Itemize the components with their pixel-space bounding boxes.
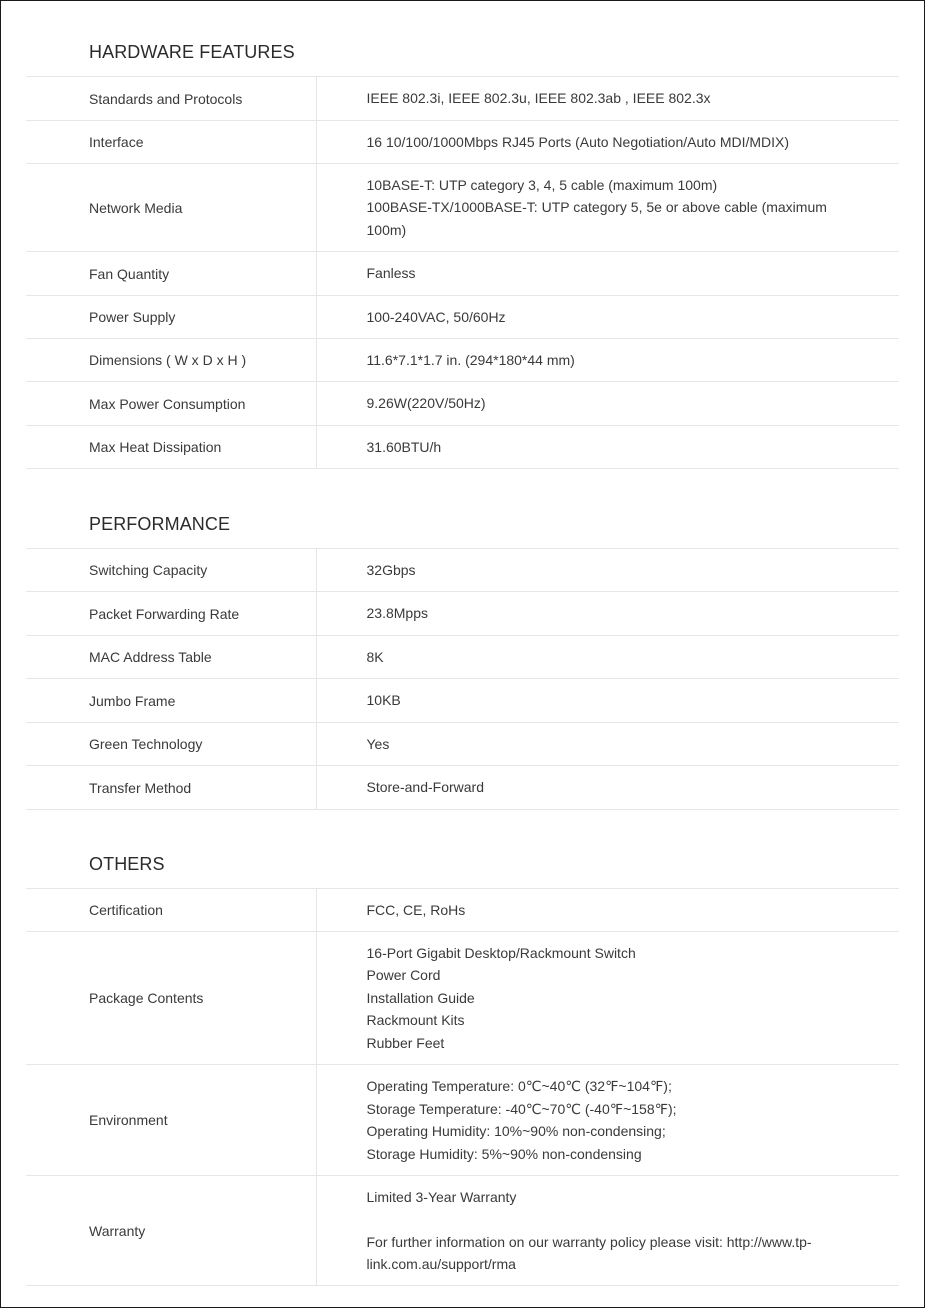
table-row: [26, 121, 899, 164]
table-row: [26, 549, 899, 592]
row-label: Warranty: [26, 1176, 316, 1286]
row-label: Package Contents: [26, 932, 316, 1065]
value-line: Limited 3-Year Warranty: [366, 1188, 517, 1205]
value-line: Power Cord: [366, 967, 441, 984]
row-value: [316, 636, 899, 679]
value-line: Installation Guide: [366, 989, 475, 1006]
spec-table-others: [26, 888, 899, 1286]
value-line: 32Gbps: [366, 561, 416, 578]
warranty-info-text[interactable]: For further information on our warranty policy please visit: http://www.tp-link.com.au/support/rma: [366, 1233, 812, 1272]
value-line: Fanless: [366, 265, 416, 282]
value-line: FCC, CE, RoHs: [366, 901, 466, 918]
table-row: [26, 889, 899, 932]
row-value: [316, 932, 899, 1065]
value-line: 11.6*7.1*1.7 in. (294*180*44 mm): [366, 351, 575, 368]
table-row: [26, 766, 899, 810]
row-value: [316, 592, 899, 636]
spec-table-performance: [26, 548, 899, 810]
table-row: [26, 592, 899, 636]
row-label: Green Technology: [26, 723, 316, 766]
row-value: [316, 723, 899, 766]
value-line: IEEE 802.3i, IEEE 802.3u, IEEE 802.3ab , IEEE 802.3x: [366, 90, 711, 107]
value-line: 8K: [366, 648, 384, 665]
row-label: Switching Capacity: [26, 549, 316, 592]
table-row: [26, 339, 899, 382]
value-line: 16 10/100/1000Mbps RJ45 Ports (Auto Negotiation/Auto MDI/MDIX): [366, 133, 790, 150]
row-value: [316, 164, 899, 252]
row-value: [316, 339, 899, 382]
value-line: Yes: [366, 735, 390, 752]
table-row: [26, 932, 899, 1065]
row-value: [316, 296, 899, 339]
value-line: Store-and-Forward: [366, 779, 484, 796]
row-value: [316, 549, 899, 592]
value-line: 100BASE-TX/1000BASE-T: UTP category 5, 5e or above cable (maximum 100m): [366, 199, 827, 238]
row-label: Max Heat Dissipation: [26, 426, 316, 469]
table-row: [26, 252, 899, 296]
row-label: Network Media: [26, 164, 316, 252]
row-value: [316, 382, 899, 426]
value-line: 23.8Mpps: [366, 605, 428, 622]
value-line: Storage Humidity: 5%~90% non-condensing: [366, 1145, 642, 1162]
table-row: [26, 164, 899, 252]
value-line: 16-Port Gigabit Desktop/Rackmount Switch: [366, 944, 636, 961]
value-line: 9.26W(220V/50Hz): [366, 395, 486, 412]
row-label: MAC Address Table: [26, 636, 316, 679]
row-label: Environment: [26, 1065, 316, 1176]
table-row: [26, 723, 899, 766]
table-row: [26, 426, 899, 469]
spec-table-hardware-features: [26, 76, 899, 469]
value-line: Operating Humidity: 10%~90% non-condensing;: [366, 1123, 666, 1139]
table-row: [26, 77, 899, 121]
row-value: [316, 1176, 899, 1286]
row-label: Max Power Consumption: [26, 382, 316, 426]
section-title-performance: PERFORMANCE: [89, 514, 231, 534]
row-label: Fan Quantity: [26, 252, 316, 296]
row-label: Jumbo Frame: [26, 679, 316, 723]
section-title-others: OTHERS: [89, 854, 165, 874]
row-value: [316, 77, 899, 121]
value-line: 31.60BTU/h: [366, 438, 442, 455]
row-label: Interface: [26, 121, 316, 164]
row-label: Power Supply: [26, 296, 316, 339]
value-line: Rubber Feet: [366, 1034, 445, 1051]
row-label: Standards and Protocols: [26, 77, 316, 121]
value-line: 10KB: [366, 692, 401, 709]
row-value: [316, 1065, 899, 1176]
row-label: Transfer Method: [26, 766, 316, 810]
value-line-spacer: [367, 1208, 840, 1231]
row-value: [316, 252, 899, 296]
row-label: Certification: [26, 889, 316, 932]
section-title-hardware-features: HARDWARE FEATURES: [89, 42, 295, 62]
row-label: Dimensions ( W x D x H ): [26, 339, 316, 382]
table-row: [26, 382, 899, 426]
table-row: [26, 679, 899, 723]
row-value: [316, 766, 899, 810]
row-label: Packet Forwarding Rate: [26, 592, 316, 636]
row-value: [316, 679, 899, 723]
table-row: [26, 1176, 899, 1286]
table-row: [26, 296, 899, 339]
row-value: [316, 426, 899, 469]
value-line: 10BASE-T: UTP category 3, 4, 5 cable (maximum 100m): [366, 176, 718, 193]
value-line: Rackmount Kits: [366, 1012, 465, 1029]
row-value: [316, 889, 899, 932]
value-line: 100-240VAC, 50/60Hz: [366, 308, 506, 325]
table-row: [26, 636, 899, 679]
value-line: Storage Temperature: -40℃~70℃ (-40℉~158℉);: [366, 1100, 677, 1117]
row-value: [316, 121, 899, 164]
value-line: Operating Temperature: 0℃~40℃ (32℉~104℉);: [366, 1078, 672, 1094]
table-row: [26, 1065, 899, 1176]
